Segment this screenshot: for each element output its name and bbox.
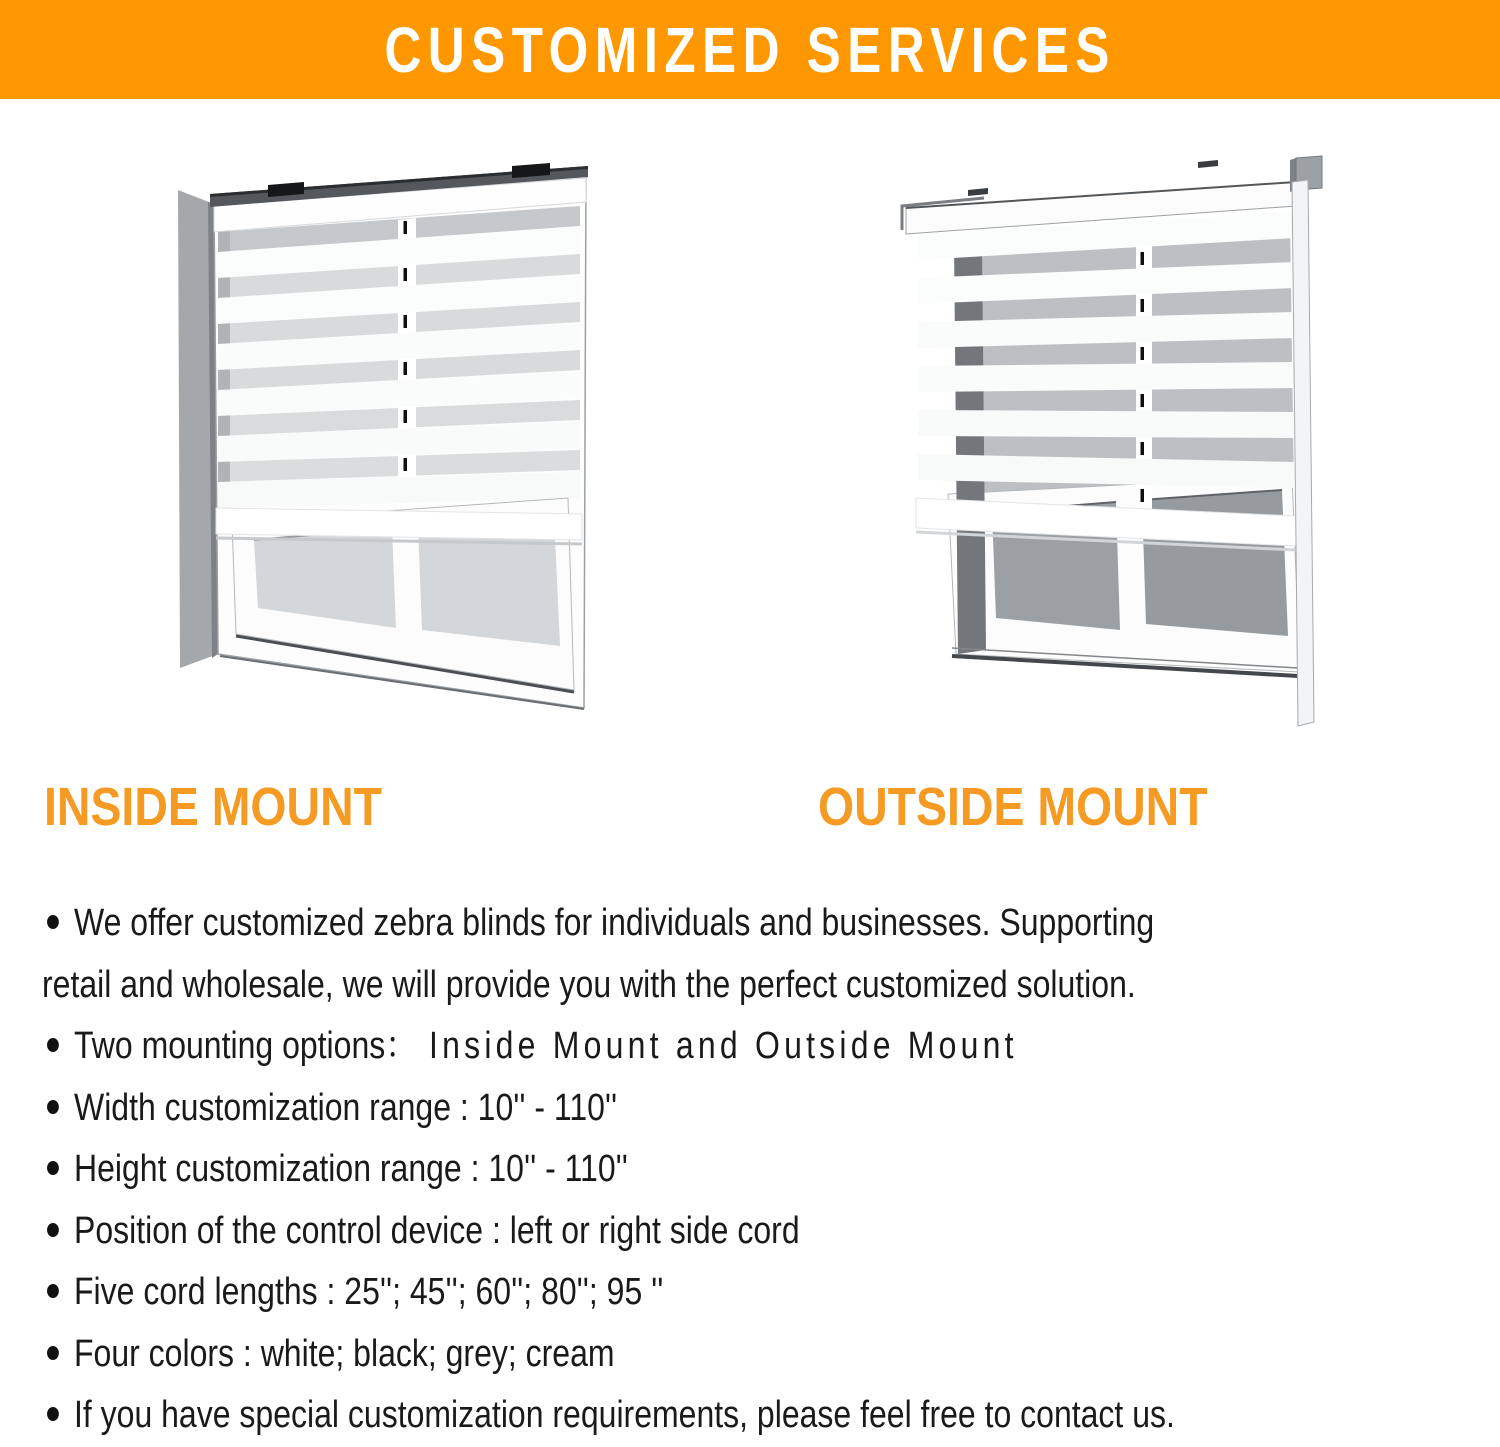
feature-text: If you have special customization requirements, please feel free to contact us. (73, 1394, 1175, 1436)
banner-title: CUSTOMIZED SERVICES (384, 13, 1116, 86)
features-list (42, 893, 1469, 1447)
inside-mount-label: INSIDE MOUNT (44, 777, 382, 837)
feature-item (42, 1078, 1469, 1140)
bullet-icon (47, 1346, 59, 1360)
feature-item (42, 1201, 1469, 1263)
feature-item (42, 1139, 1469, 1201)
feature-text: Five cord lengths : 25''; 45''; 60''; 80''; 95 '' (73, 1271, 664, 1313)
bullet-icon (47, 1223, 59, 1237)
feature-item-continuation (42, 955, 1469, 1017)
banner (0, 0, 1500, 99)
feature-text: Height customization range : 10'' - 110'' (73, 1148, 628, 1190)
feature-item (42, 1324, 1469, 1386)
feature-item (42, 1385, 1469, 1447)
feature-item (42, 1016, 1469, 1078)
bullet-icon (47, 1407, 59, 1421)
outside-mount-label: OUTSIDE MOUNT (818, 777, 1208, 837)
bullet-icon (47, 1284, 59, 1298)
bracket-icon (968, 188, 988, 196)
feature-text: retail and wholesale, we will provide you with the perfect customized solution. (42, 963, 1136, 1006)
feature-text: Width customization range : 10'' - 110'' (73, 1086, 618, 1129)
bullet-icon (47, 915, 59, 929)
feature-text: We offer customized zebra blinds for individuals and businesses. Supporting (73, 902, 1155, 944)
inside-mount-image (170, 156, 600, 716)
bracket-icon (1198, 160, 1218, 168)
feature-text: Four colors : white; black; grey; cream (73, 1332, 615, 1375)
feature-text: Position of the control device : left or right side cord (73, 1209, 800, 1252)
feature-item (42, 1262, 1469, 1324)
outside-mount-image (888, 146, 1368, 766)
feature-text: Two mounting options： (73, 1025, 418, 1067)
feature-item (42, 893, 1469, 955)
feature-text-emphasis: Inside Mount and Outside Mount (429, 1025, 1018, 1067)
bullet-icon (47, 1100, 59, 1114)
bullet-icon (47, 1038, 59, 1052)
bullet-icon (47, 1161, 59, 1175)
